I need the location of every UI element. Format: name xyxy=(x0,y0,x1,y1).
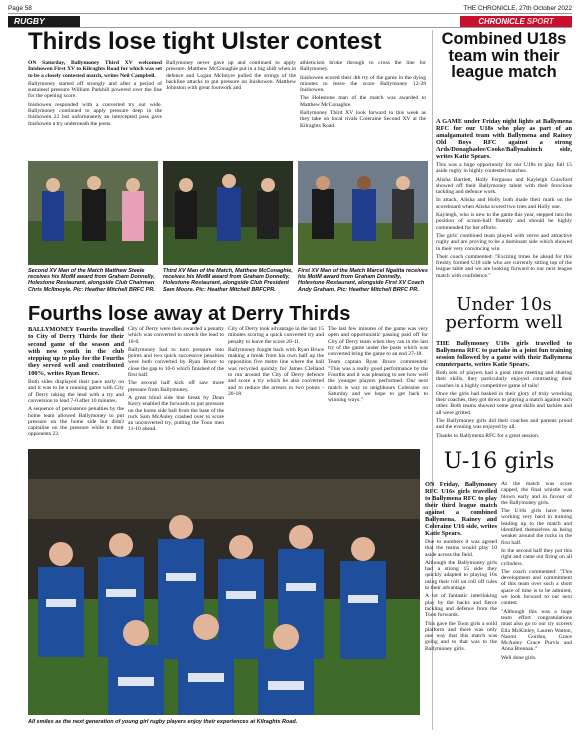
u18-headline: Combined U18s team win their league match xyxy=(441,30,567,81)
u16-p1: Due to numbers it was agreed that the teams would play 10 aside across the field. xyxy=(425,539,497,558)
u18-p4: Kayleigh, who is new to the game this year, stepped into the position of scrum-half fluently and should be highly commended for her efforts. xyxy=(436,212,572,231)
u16-headline: U-16 girls xyxy=(443,449,555,474)
u16-p5: As the match was score capped, the final whistle was blown early and in favour of the Ballymoney girls. xyxy=(501,481,572,506)
fourths-p2: A sequence of persistence penalties by the home team allowed Ballymoney to put pressure on the home side but didn't capitalise on the pressure while in their opponents 22. xyxy=(28,406,124,438)
u18-p2: Alisha Bartlett, Holly Ferguson and Kayleigh Crawford showed off their Ballymoney talent with their ferocious tackling and defence work. xyxy=(436,176,572,196)
main-p1: Ballymoney started off strongly and after a period of sustained pressure William Parkhill powered over the line for the opening score. xyxy=(28,80,162,100)
u10-p2: Once the girls had basked in their glory of truly wrecking their coaches, they got down to playing a match against each other. Both teams showed some great skills and tackles and all were gritted. xyxy=(436,390,572,416)
fourths-p4: Ballymoney had to turn pressure into points and two quick successive penalties were both converted by Ryan Bruce to close the gap to 10-6 which finished of the first half. xyxy=(128,346,224,379)
fourths-col-4 xyxy=(328,326,428,406)
fourths-lead: BALLYMONEY Fourths travelled to City of Derry Thirds for their second game of the season and with new youth in the club stepping up to play for the Fourths they served well and contributed 100%, writes Ryan Bruce. xyxy=(28,326,124,377)
rugby-section-label: RUGBY xyxy=(8,16,80,27)
u10-headline: Under 10s perform well xyxy=(445,294,563,333)
fourths-p10: Team captain Ryan Bruce commented: "This was a really good performance by the Fourths and it was pleasing to see how well the younger players performed. Our next match is way to neighbours Coleraine on Saturday and we hope to get back to winning ways." xyxy=(328,359,428,404)
fourths-col-1 xyxy=(28,326,124,440)
u18-p3: In attack, Alisha and Holly both made their mark on the scoreboard when Alisha scored two tries and Holly one. xyxy=(436,197,572,210)
photo-second-xv-image xyxy=(28,161,158,265)
u16-p7: In the second half they put this right and came out firing on all cylinders. xyxy=(501,547,572,567)
main-p2: Inishowen responded with a converted try out wide. Ballymoney continued to apply pressure deep in the Inishowen 22 but unfortunately an intercepted pass gave Inishowen a try underneath the posts. xyxy=(28,101,162,127)
u16-lead: ON Friday, Ballymoney RFC U16s girls travelled to Ballymena RFC to play their third league match against a combined Ballymena, Rainey and Coleraine U16 side, writes Katie Spears. xyxy=(425,481,497,537)
photo-girls-team xyxy=(28,449,420,715)
sport-word: SPORT xyxy=(526,17,554,26)
fourths-p9: The last few minutes of the game was very open and opportunistic passing paid off for City of Derry team when they ran in the last try of the game under the posts which was converted bring the game to an end 27-18. xyxy=(328,326,428,358)
fourths-p8: Ballymoney fought back with Ryan Bruce making a break from his own half up the opposition five metre line where the ball was recycled quickly for James Clelland to run around the City of Derry defence and score a try which he also converted and to reduce the arrears to two points - 20-18. xyxy=(228,346,324,397)
u16-p6: The U16s girls have been working very hard in training leading up to the match and identified themselves as being weaker around the rucks in the first half. xyxy=(501,508,572,546)
main-col3-p4: Ballymoney Third XV look forward to this week as they take on local rivals Coleraine Second XV at the Kilraghts Road. xyxy=(300,110,426,129)
photo-second-xv-motm xyxy=(28,161,158,265)
fourths-p5: The second half kick off saw more pressure from Ballymoney. xyxy=(128,380,224,393)
fourths-p1: Both sides displayed their pace early on and it was to be a running game with City of Derry taking the lead with a try and conversion to lead 7-0 after 10 minutes. xyxy=(28,379,124,404)
u18-story xyxy=(436,118,572,281)
caption-second-xv: Second XV Man of the Match Matthew Steele receives his MotM award from Graham Donnelly, Holestone Restaurant, alongside Club Chairman Chris McIlmoyle. Pic: Heather Mitchell BRFC PR. xyxy=(28,268,155,293)
u16-p3: A lot of fantastic interlinking play by the backs and fierce tackling and defence from the Toon forwards. xyxy=(425,593,497,619)
main-col-1 xyxy=(28,60,162,129)
main-lead: ON Saturday, Ballymoney Third XV welcomed Inishowen First XV to Kilraghts Road for which was set to be a closely contested match, writes Neil Campbell. xyxy=(28,60,162,79)
page-header xyxy=(8,3,572,14)
u18-p5: The girls' combined team played with verve and attractive rugby and are proving to be a dominant side which showed in their very convincing win. xyxy=(436,232,572,252)
fourths-p3: City of Derry were then awarded a penalty which was converted to stretch the lead to 10-0. xyxy=(128,326,224,345)
caption-first-xv: First XV Man of the Match Marcel Ngatita receives his MotM award from Graham Donnelly, Holestone Restaurant, alongside First XV Coach Andy Graham. Pic: Heather Mitchell BRFC PR. xyxy=(298,268,428,293)
fourths-col-2 xyxy=(128,326,224,435)
main-col3-p3: The Holestone man of the match was awarded to Matthew McConaghie. xyxy=(300,95,426,108)
fourths-p6: A great blind side line break by Dean Kerry enabled the forwards to put pressure on the home side ball from the base of the ruck Sam McAuley crashed over to score an unconverted try, putting the Toon men 11-10 ahead. xyxy=(128,394,224,433)
page-number: Page 58 xyxy=(8,4,32,12)
chronicle-sport-label xyxy=(460,16,572,27)
caption-girls-team: All smiles as the next generation of young girl rugby players enjoy their experiences at Kilraghts Road. xyxy=(28,719,298,725)
main-col2-p1: Ballymoney never gave up and continued to apply pressure. Matthew McConaghie put in a big shift when in defence and Logan McIntyre pulled the strings of the backline attacks to put pressure on Inishowen. Matthew Johnston with great footwork and xyxy=(166,60,296,92)
u10-p4: Thanks to Ballymena RFC for a great session. xyxy=(436,432,540,439)
u16-p9: "Although this was a huge team effort congratulations must also go to our try scorers Ella McKinley, Lauren Watton, Naomi Gordon, Grace McAuley Grace Purvis and Anna Brennan." xyxy=(501,608,572,653)
main-col-2 xyxy=(166,60,296,93)
u16-col-1 xyxy=(425,481,497,654)
photo-girls-team-image xyxy=(28,449,420,715)
u18-p6: Their coach commented: "Exciting times lie ahead for this freshly formed U18 side who are currently sitting top of the league table and we are looking forward to our next league match with confidence." xyxy=(436,253,572,279)
paper-date: THE CHRONICLE, 27th October 2022 xyxy=(463,4,572,12)
u16-p10: Well done girls. xyxy=(501,654,537,661)
photo-first-xv-motm xyxy=(298,161,428,265)
u10-p3: The Ballymoney girls did their coaches and parents proud and the evening was enjoyed by all. xyxy=(436,418,572,431)
u16-col-2 xyxy=(501,481,572,663)
main-headline: Thirds lose tight Ulster contest xyxy=(28,28,382,55)
u16-p4: This gave the Toon girls a solid platform and there was only one way that this match was going and to that was to the Ballymoney girls. xyxy=(425,620,497,652)
photo-third-xv-motm xyxy=(163,161,293,265)
photo-first-xv-image xyxy=(298,161,428,265)
fourths-p7: City of Derry took advantage in the last 15 minutes scoring a quick converted try and penalty to leave the score 20-11. xyxy=(228,326,324,345)
main-col3-p2: Inishowen scored their 4th try of the game in the dying minutes to leave the score Ballymoney 12-28 Inishowen. xyxy=(300,74,426,94)
u16-p2: Although the Ballymoney girls had a strong 15 side they quickly adapted to playing 10s using their roll on roll off rules to their advantage. xyxy=(425,559,497,592)
chronicle-word: CHRONICLE xyxy=(478,17,525,26)
photo-third-xv-image xyxy=(163,161,293,265)
u10-lead: THE Ballymoney U10s girls travelled to Ballymena RFC to partake in a joint fun training session followed by a game with their Ballymena counterparts, writes Katie Spears. xyxy=(436,340,572,368)
fourths-headline: Fourths lose away at Derry Thirds xyxy=(28,303,351,325)
u16-p8: The coach commented: "This development and commitment of this team over such a short space of time is to be admired, we look forward to our next contest. xyxy=(501,568,572,607)
u18-lead: A GAME under Friday night lights at Ballymena RFC for our U18s who play as part of an amalgamated team with Ballymena and Rainey Old Boys RFC against a strong Ards/Donaghadee/Cooke/Ballynahinch side, writes Katie Spears. xyxy=(436,118,572,160)
u10-p1: Both sets of players had a great time meeting and sharing their skills, they particularly enjoyed contrasting their coaches in a highly competitive game of tails! xyxy=(436,370,572,389)
u10-story xyxy=(436,340,572,441)
caption-third-xv: Third XV Man of the Match, Matthew McConaghie, receives his MotM award from Graham Donnelly, Holestone Restaurant, alongside Club President Sam Moore. Pic: Heather Mitchell BRFCPR. xyxy=(163,268,293,293)
main-col-3 xyxy=(300,60,426,131)
fourths-col-3 xyxy=(228,326,324,399)
main-col3-p1: athleticism broke through to cross the line for Ballymoney. xyxy=(300,60,426,73)
u18-p1: This was a huge opportunity for our U18s to play full 15 aside rugby in highly contested matches. xyxy=(436,162,572,175)
